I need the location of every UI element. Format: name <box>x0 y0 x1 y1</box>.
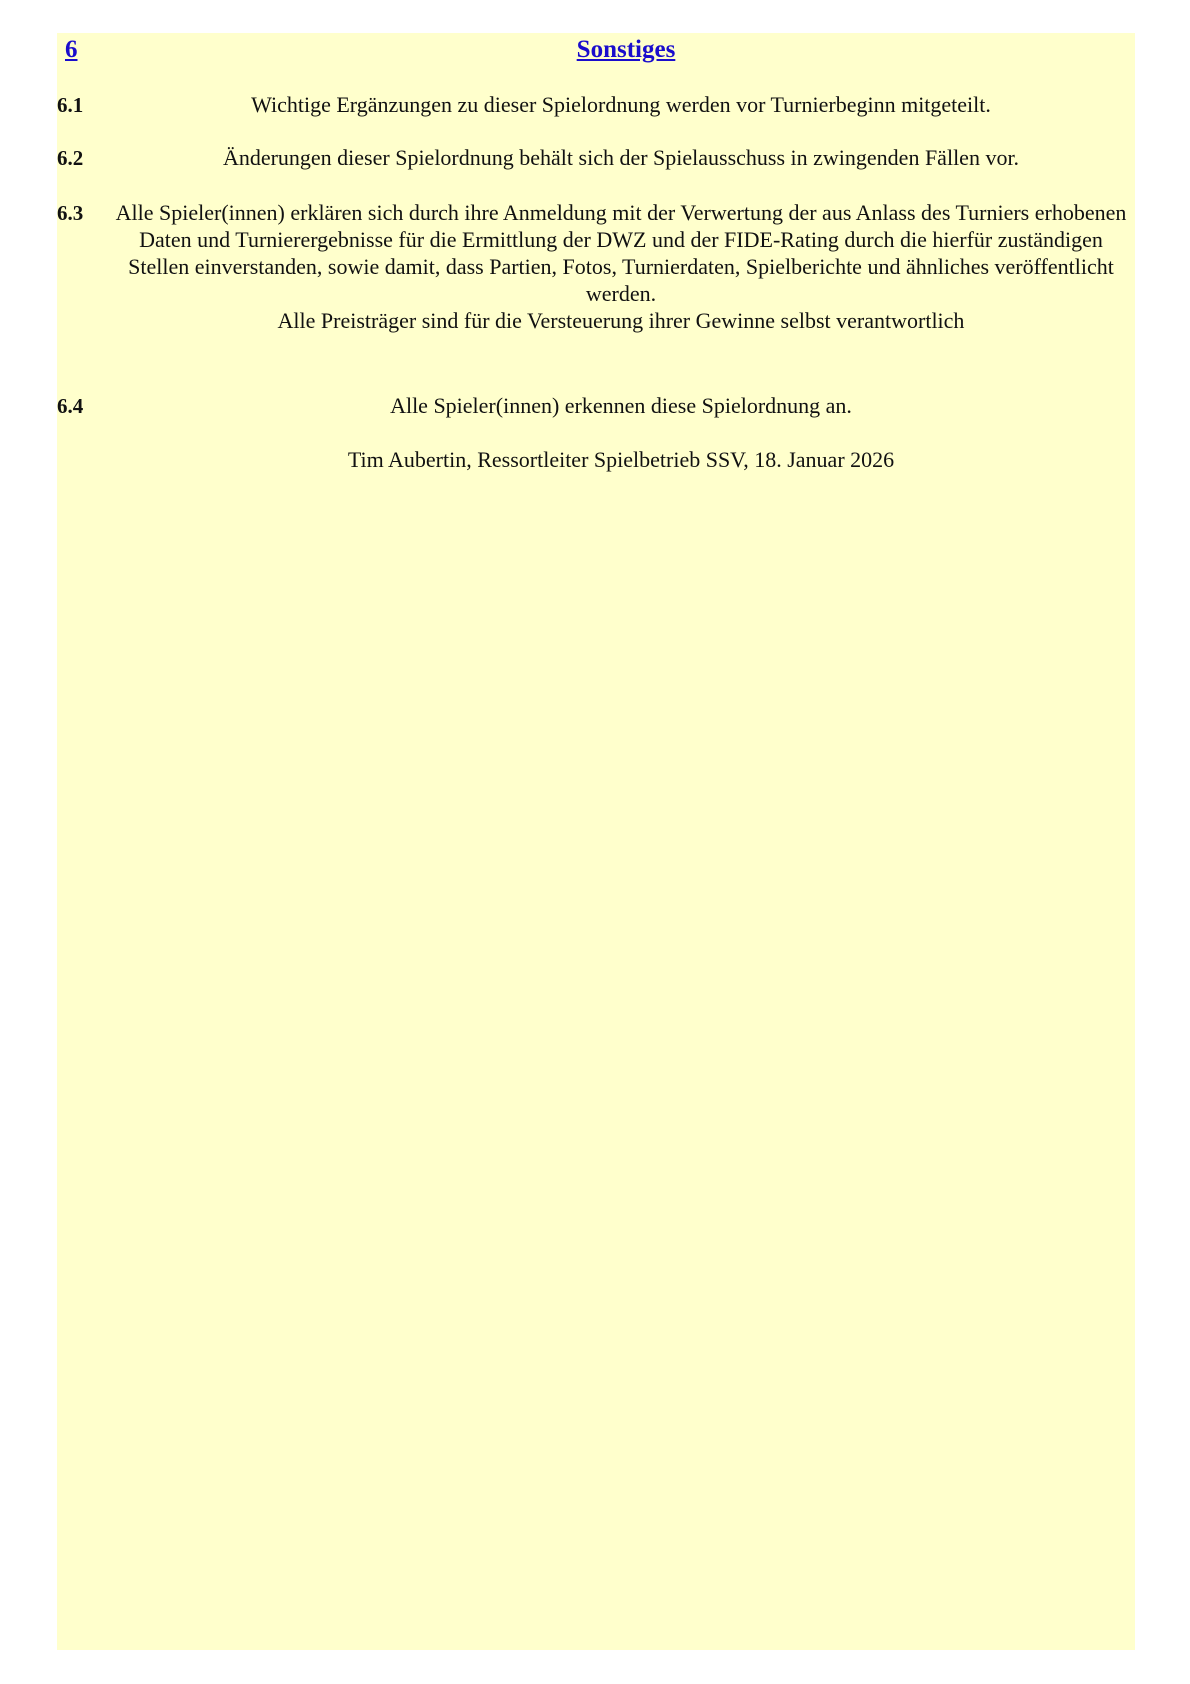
rule-number: 6.3 <box>57 201 84 225</box>
rule-paragraph: Alle Spieler(innen) erklären sich durch ihre Anmeldung mit der Verwertung der aus Anlass des Turniers erhobenen Daten und Turnierergebnisse für die Ermittlung der DWZ und der FIDE-Rating durch die hierfür zuständigen Stellen einverstanden, sowie damit, dass Partien, Fotos, Turnierdaten, Spielberichte und ähnliches veröffentlicht werden. <box>115 200 1127 306</box>
rule-text <box>115 144 1127 171</box>
section-title-link[interactable]: Sonstiges <box>576 36 676 63</box>
document-page <box>57 33 1135 1650</box>
rule-number: 6.4 <box>57 394 84 418</box>
rule-paragraph: Änderungen dieser Spielordnung behält sich der Spielausschuss in zwingenden Fällen vor. <box>222 145 1020 170</box>
section-heading <box>57 33 1135 73</box>
rule-paragraph: Alle Preisträger sind für die Versteuerung ihrer Gewinne selbst verantwortlich <box>277 308 965 333</box>
section-number-link[interactable]: 6 <box>65 36 78 63</box>
rule-text <box>115 91 1127 118</box>
rule-text <box>115 199 1127 334</box>
rule-paragraph: Alle Spieler(innen) erkennen diese Spielordnung an. <box>390 393 852 418</box>
rule-paragraph: Wichtige Ergänzungen zu dieser Spielordnung werden vor Turnierbeginn mitgeteilt. <box>251 92 991 117</box>
rule-text <box>115 392 1127 419</box>
rule-number: 6.2 <box>57 146 84 170</box>
signature-line: Tim Aubertin, Ressortleiter Spielbetrieb SSV, 18. Januar 2026 <box>347 447 895 472</box>
rule-number: 6.1 <box>57 93 84 117</box>
